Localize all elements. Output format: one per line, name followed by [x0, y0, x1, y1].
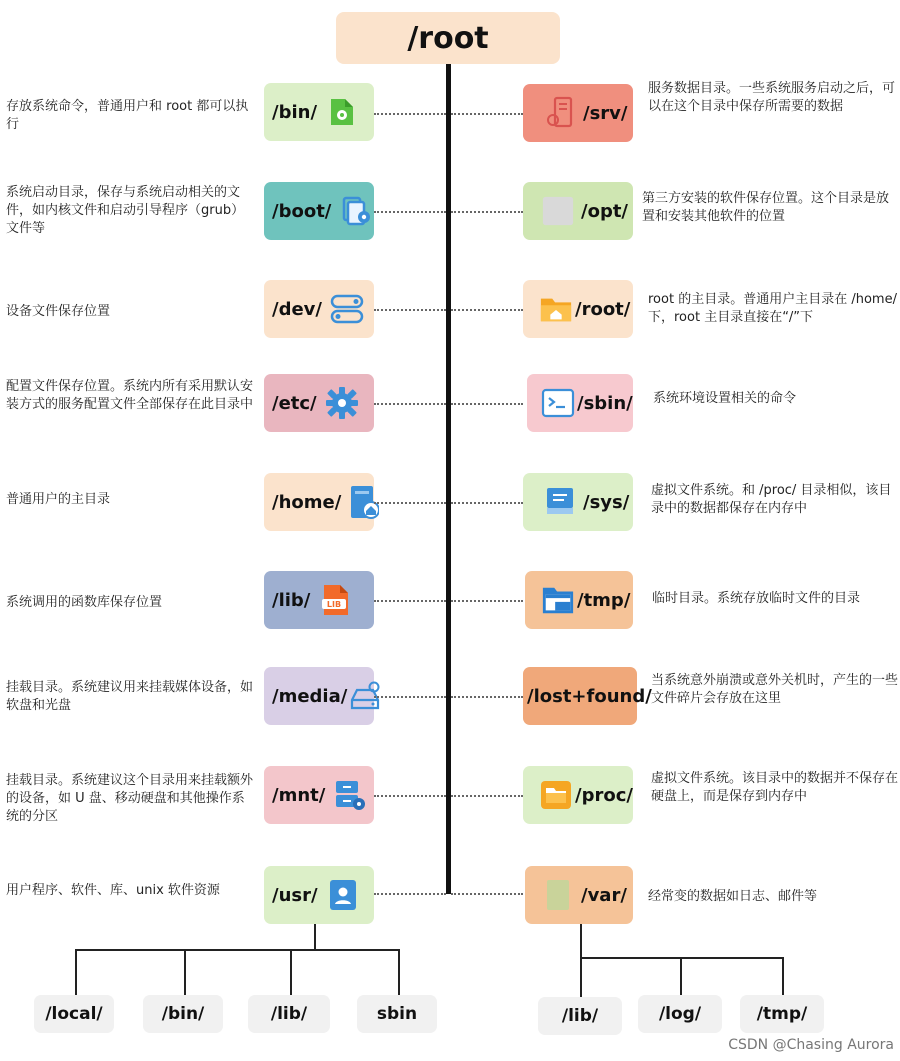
desc-opt: 第三方安装的软件保存位置。这个目录是放置和安装其他软件的位置 [642, 191, 890, 224]
gear-icon [325, 386, 359, 420]
file-lib-icon [318, 583, 352, 617]
node-opt [523, 182, 633, 240]
desc-proc: 虚拟文件系统。该目录中的数据并不保存在硬盘上，而是保存到内存中 [651, 771, 899, 804]
var-stem [580, 924, 582, 958]
node-etc [264, 374, 374, 432]
desc-usr: 用户程序、软件、库、unix 软件资源 [6, 883, 220, 898]
var-icon [541, 878, 575, 912]
docs-gear-icon [339, 194, 373, 228]
node-label: /tmp/ [577, 589, 631, 611]
leaf-label: sbin [376, 1004, 418, 1024]
connector-tmp [451, 600, 523, 602]
var-child-lib [538, 997, 622, 1035]
node-label: /mnt/ [272, 784, 326, 806]
connector-usr [374, 893, 446, 895]
node-label: /lost+found/ [527, 685, 652, 707]
folder-home-icon [539, 292, 573, 326]
folder-open-icon [539, 778, 573, 812]
var-child-log [638, 995, 722, 1033]
root-node [336, 12, 560, 64]
desc-lost-found: 当系统意外崩溃或意外关机时，产生的一些文件碎片会存放在这里 [651, 673, 899, 706]
terminal-icon [541, 386, 575, 420]
watermark: CSDN @Chasing Aurora [728, 1037, 894, 1053]
leaf-label: /log/ [658, 1004, 702, 1024]
usr-drop-sbin [398, 949, 400, 995]
usr-drop-bin [184, 949, 186, 995]
leaf-label: /bin/ [161, 1004, 205, 1024]
leaf-label: /lib/ [561, 1006, 599, 1026]
node-label: /srv/ [583, 102, 628, 124]
leaf-label: /tmp/ [756, 1004, 808, 1024]
node-lib [264, 571, 374, 629]
connector-etc [374, 403, 446, 405]
node-label: /dev/ [272, 298, 322, 320]
connector-srv [451, 113, 523, 115]
connector-lib [374, 600, 446, 602]
node-label: /proc/ [575, 784, 633, 806]
leaf-label: /lib/ [270, 1004, 308, 1024]
node-label: /sys/ [583, 491, 630, 513]
node-label: /root/ [575, 298, 631, 320]
desc-var: 经常变的数据如日志、邮件等 [648, 889, 818, 904]
node-label: /usr/ [272, 884, 318, 906]
server-icon [543, 96, 577, 130]
connector-home [374, 502, 446, 504]
node-label: /sbin/ [577, 392, 633, 414]
node-tmp [525, 571, 633, 629]
usr-branch-line [75, 949, 400, 951]
var-drop-tmp [782, 957, 784, 997]
root-label: /root [407, 20, 489, 56]
desc-mnt: 挂载目录。系统建议这个目录用来挂载额外的设备，如 U 盘、移动硬盘和其他操作系统的分区 [6, 773, 254, 824]
node-boot [264, 182, 374, 240]
usr-stem [314, 924, 316, 950]
usr-drop-lib [290, 949, 292, 995]
node-proc [523, 766, 633, 824]
node-label: /lib/ [272, 589, 311, 611]
opt-icon [541, 194, 575, 228]
usr-child-sbin [357, 995, 437, 1033]
connector-lost-found [451, 696, 523, 698]
cabinet-icon [333, 778, 367, 812]
node-var [525, 866, 633, 924]
leaf-label: /local/ [45, 1004, 103, 1024]
desc-lib: 系统调用的函数库保存位置 [6, 595, 163, 610]
file-gear-icon [325, 95, 359, 129]
node-sbin [527, 374, 633, 432]
desc-srv: 服务数据目录。一些系统服务启动之后，可以在这个目录中保存所需要的数据 [648, 81, 896, 114]
node-lost-found [523, 667, 652, 725]
node-usr [264, 866, 374, 924]
node-bin [264, 83, 374, 141]
trunk-line [446, 64, 451, 894]
var-branch-line [580, 957, 784, 959]
connector-var [451, 893, 523, 895]
node-label: /var/ [581, 884, 627, 906]
connector-mnt [374, 795, 446, 797]
node-label: /media/ [272, 685, 348, 707]
svg-text:LIB: LIB [327, 600, 342, 609]
connector-sbin [451, 403, 523, 405]
connector-dev [374, 309, 446, 311]
node-dev [264, 280, 374, 338]
node-media [264, 667, 374, 725]
var-drop-log [680, 957, 682, 997]
node-home [264, 473, 374, 531]
desc-dev: 设备文件保存位置 [6, 304, 111, 319]
desc-sbin: 系统环境设置相关的命令 [653, 391, 797, 406]
contact-icon [326, 878, 360, 912]
usr-child-bin [143, 995, 223, 1033]
toggle-icon [330, 292, 364, 326]
connector-boot [374, 211, 446, 213]
node-srv [523, 84, 633, 142]
usr-child-local [34, 995, 114, 1033]
var-drop-lib [580, 957, 582, 997]
usr-drop-local [75, 949, 77, 995]
node-label: /home/ [272, 491, 342, 513]
node-label: /bin/ [272, 101, 318, 123]
node-sys [523, 473, 633, 531]
desc-tmp: 临时目录。系统存放临时文件的目录 [652, 591, 861, 606]
var-child-tmp [740, 995, 824, 1033]
desc-bin: 存放系统命令，普通用户和 root 都可以执行 [6, 99, 249, 132]
connector-root [451, 309, 523, 311]
desc-root: root 的主目录。普通用户主目录在 /home/ 下，root 主目录直接在“/”下 [648, 292, 897, 325]
desc-etc: 配置文件保存位置。系统内所有采用默认安装方式的服务配置文件全部保存在此目录中 [6, 379, 254, 412]
node-mnt [264, 766, 374, 824]
node-label: /etc/ [272, 392, 317, 414]
desc-boot: 系统启动目录，保存与系统启动相关的文件，如内核文件和启动引导程序（grub）文件等 [6, 185, 245, 236]
connector-proc [451, 795, 523, 797]
connector-media [374, 696, 446, 698]
desc-home: 普通用户的主目录 [6, 492, 111, 507]
connector-opt [451, 211, 523, 213]
usr-child-lib [248, 995, 330, 1033]
folder-icon [541, 583, 575, 617]
tray-icon [543, 485, 577, 519]
node-label: /opt/ [581, 200, 629, 222]
node-label: /boot/ [272, 200, 332, 222]
node-root-home [523, 280, 633, 338]
desc-sys: 虚拟文件系统。和 /proc/ 目录相似，该目录中的数据都保存在内存中 [651, 483, 892, 516]
connector-bin [374, 113, 446, 115]
desc-media: 挂载目录。系统建议用来挂载媒体设备，如软盘和光盘 [6, 680, 254, 713]
connector-sys [451, 502, 523, 504]
